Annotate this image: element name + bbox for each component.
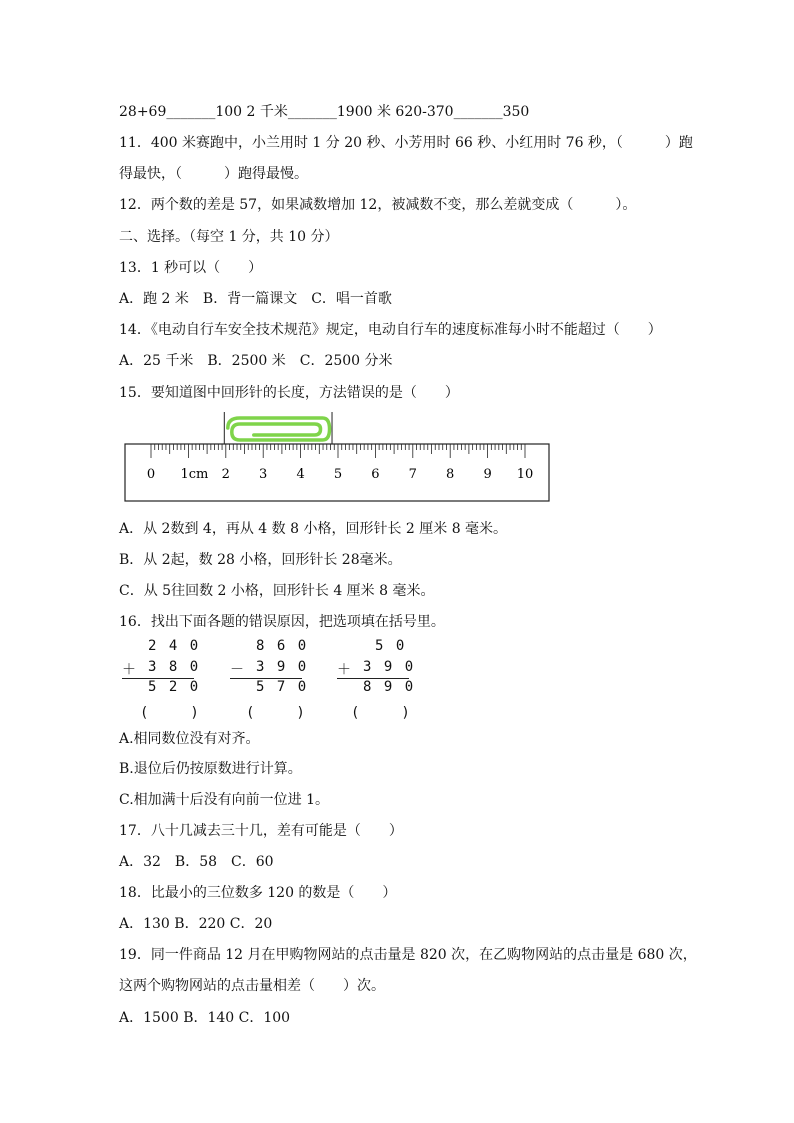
question-19-options: A．1500 B．140 C．100 <box>119 1010 291 1026</box>
calc-2-top: 8 6 0 <box>256 638 309 654</box>
question-16-option-b: B.退位后仍按原数进行计算。 <box>119 761 302 777</box>
calc-1-operator: ＋ <box>122 662 138 678</box>
question-17-options: A．32 B．58 C．60 <box>119 854 274 870</box>
calc-1-result: 5 2 0 <box>148 679 201 695</box>
question-19-line2: 这两个购物网站的点击量相差（ ）次。 <box>119 978 385 994</box>
calc-2-operator: － <box>230 662 246 678</box>
calc-2-bottom: 3 9 0 <box>256 659 309 675</box>
ruler-label: 1cm <box>180 467 209 482</box>
ruler-label: 2 <box>221 467 230 482</box>
calc-2-result: 5 7 0 <box>256 679 309 695</box>
ruler-label: 0 <box>146 467 156 482</box>
question-16-option-a: A.相同数位没有对齐。 <box>119 731 260 747</box>
question-19-line1: 19．同一件商品 12 月在甲购物网站的点击量是 820 次，在乙购物网站的点击量是 680 次， <box>119 947 697 963</box>
question-15-option-a: A．从 2数到 4，再从 4 数 8 小格，回形针长 2 厘米 8 毫米。 <box>119 521 508 537</box>
question-14-options: A．25 千米 B．2500 米 C．2500 分米 <box>119 353 393 369</box>
question-14: 14．《电动自行车安全技术规范》规定，电动自行车的速度标准每小时不能超过（ ） <box>119 322 662 338</box>
question-15-option-b: B．从 2起，数 28 小格，回形针长 28毫米。 <box>119 552 402 568</box>
question-11-line1: 11．400 米赛跑中，小兰用时 1 分 20 秒、小芳用时 66 秒、小红用时 76 秒，（ ）跑 <box>119 135 693 151</box>
ruler-label: 6 <box>371 467 380 482</box>
question-12: 12．两个数的差是 57，如果减数增加 12，被减数不变，那么差就变成（ ）。 <box>119 197 637 213</box>
calc-1-bottom: 3 8 0 <box>148 659 201 675</box>
calc-3-top: 5 0 <box>375 638 407 654</box>
ruler-label: 3 <box>259 467 268 482</box>
calc-1-top: 2 4 0 <box>148 638 201 654</box>
calc-3-result: 8 9 0 <box>363 679 416 695</box>
question-16-option-c: C.相加满十后没有向前一位进 1。 <box>119 792 330 808</box>
question-11-line2: 得最快，（ ）跑得最慢。 <box>119 166 308 182</box>
paperclip-icon <box>224 412 332 444</box>
ruler-label: 9 <box>483 467 492 482</box>
ruler-image <box>120 410 552 505</box>
question-13: 13．1 秒可以（ ） <box>119 260 263 276</box>
calc-3-operator: ＋ <box>337 662 353 678</box>
section-2-heading: 二、选择。（每空 1 分，共 10 分） <box>119 229 339 245</box>
paperclip-shape <box>228 418 330 440</box>
question-13-options: A．跑 2 米 B．背一篇课文 C．唱一首歌 <box>119 291 392 307</box>
ruler-label: 10 <box>516 467 534 482</box>
question-15-option-c: C．从 5往回数 2 小格，回形针长 4 厘米 8 毫米。 <box>119 583 435 599</box>
question-15: 15．要知道图中回形针的长度，方法错误的是（ ） <box>119 385 459 401</box>
calc-1-answer-paren[interactable]: ( ) <box>140 705 199 721</box>
calc-3-answer-paren[interactable]: ( ) <box>351 705 410 721</box>
question-16: 16．找出下面各题的错误原因，把选项填在括号里。 <box>119 614 445 630</box>
ruler-label: 4 <box>296 467 305 482</box>
question-17: 17．八十几减去三十几，差有可能是（ ） <box>119 823 403 839</box>
ruler-label: 7 <box>408 467 417 482</box>
ruler-figure <box>120 410 552 509</box>
ruler-label: 8 <box>446 467 455 482</box>
ruler-label: 5 <box>333 467 343 482</box>
calc-3-bottom: 3 9 0 <box>363 659 416 675</box>
question-18-options: A．130 B．220 C．20 <box>119 916 273 932</box>
question-18: 18．比最小的三位数多 120 的数是（ ） <box>119 885 397 901</box>
calc-2-answer-paren[interactable]: ( ) <box>246 705 305 721</box>
line-compare: 28+69_______100 2 千米_______1900 米 620-370_______350 <box>119 104 530 120</box>
